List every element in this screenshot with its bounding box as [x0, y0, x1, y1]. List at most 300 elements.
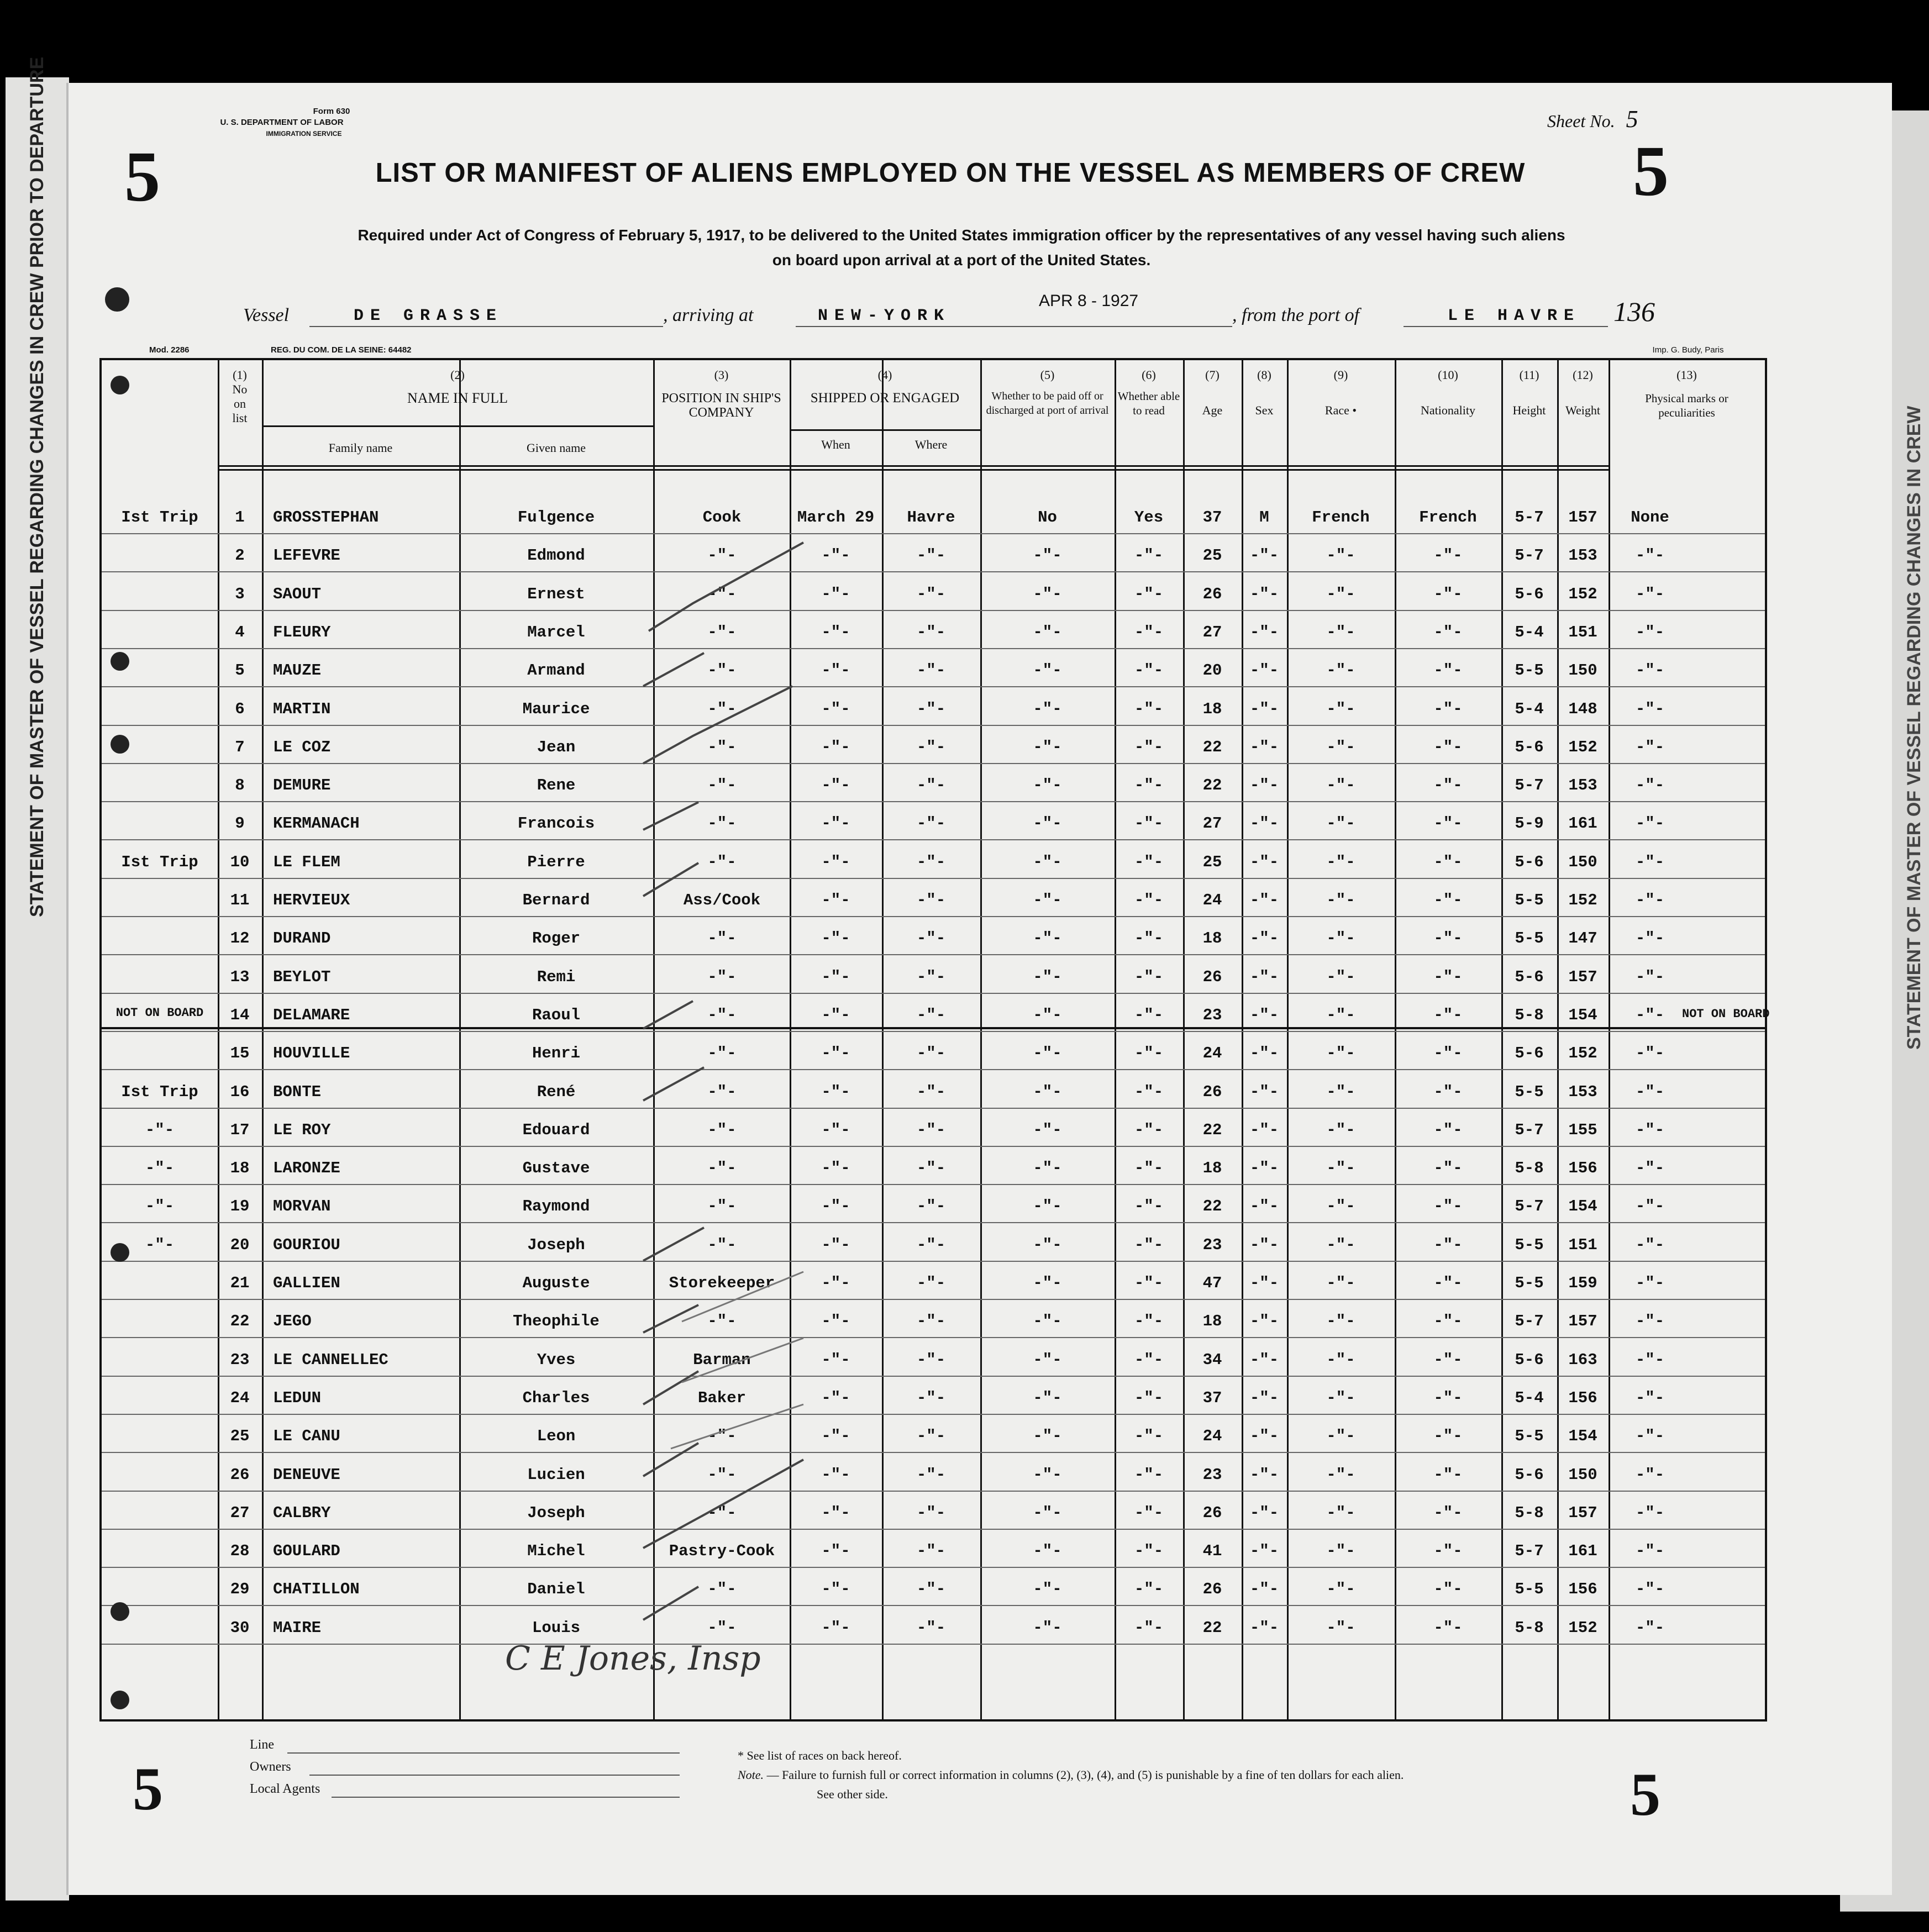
strike-line-row-14 — [102, 1027, 1765, 1029]
cell-where: -"- — [916, 699, 946, 718]
cell-when: March 29 — [797, 508, 875, 527]
cell-where: -"- — [916, 1006, 946, 1024]
cell-race: -"- — [1326, 623, 1355, 641]
cell-when: -"- — [821, 1197, 850, 1216]
cell-sex: -"- — [1249, 1427, 1279, 1446]
cell-read: -"- — [1134, 585, 1164, 603]
cell-family: HOUVILLE — [273, 1044, 350, 1063]
cell-family: LE ROY — [273, 1120, 331, 1139]
col6-label: Whether able to read — [1117, 389, 1180, 417]
cell-read: -"- — [1134, 1465, 1164, 1484]
cell-marks: -"- — [1635, 1618, 1665, 1637]
cell-when: -"- — [821, 1274, 850, 1292]
col12-header — [1557, 368, 1609, 418]
cell-where: -"- — [916, 1197, 946, 1216]
line-field — [287, 1752, 680, 1754]
cell-height: 5-5 — [1515, 891, 1544, 909]
cell-no: 21 — [230, 1274, 250, 1292]
cell-family: GALLIEN — [273, 1274, 340, 1292]
cell-position: -"- — [707, 738, 737, 756]
corner-number-top-right: 5 — [1633, 131, 1669, 211]
table-row — [102, 1346, 1765, 1384]
cell-when: -"- — [821, 1120, 850, 1139]
cell-position: -"- — [707, 1159, 737, 1178]
cell-marks: -"- — [1635, 1235, 1665, 1254]
mod-number: Mod. 2286 — [149, 345, 190, 355]
col9-number: (9) — [1333, 368, 1348, 382]
cell-height: 5-6 — [1515, 585, 1544, 603]
cell-weight: 157 — [1568, 1503, 1597, 1522]
col5-header — [980, 368, 1115, 418]
cell-race: -"- — [1326, 1427, 1355, 1446]
cell-age: 22 — [1202, 776, 1222, 795]
sheet-label: Sheet No. — [1547, 111, 1615, 131]
cell-paid: -"- — [1033, 699, 1062, 718]
cell-no: 9 — [235, 814, 245, 833]
cell-position: -"- — [707, 1427, 737, 1446]
cell-no: 15 — [230, 1044, 250, 1063]
table-row — [102, 1384, 1765, 1423]
cell-height: 5-8 — [1515, 1159, 1544, 1178]
cell-nationality: -"- — [1433, 1235, 1463, 1254]
table-row — [102, 849, 1765, 887]
row-rule — [102, 1491, 1765, 1492]
cell-race: -"- — [1326, 1120, 1355, 1139]
row-rule — [102, 954, 1765, 955]
col2-number: (2) — [450, 368, 465, 382]
col4a-header: When — [821, 438, 850, 451]
table-row — [102, 1576, 1765, 1614]
cell-height: 5-7 — [1515, 1120, 1544, 1139]
cell-nationality: -"- — [1433, 1580, 1463, 1599]
cell-given: Fulgence — [517, 508, 595, 527]
cell-when: -"- — [821, 585, 850, 603]
cell-no: 18 — [230, 1159, 250, 1178]
cell-when: -"- — [821, 1044, 850, 1063]
punch-hole — [111, 652, 129, 671]
cell-nationality: -"- — [1433, 1465, 1463, 1484]
cell-age: 26 — [1202, 585, 1222, 603]
cell-given: Leon — [537, 1427, 576, 1446]
cell-family: MAUZE — [273, 661, 322, 680]
corner-number-bottom-right: 5 — [1630, 1761, 1660, 1828]
cell-given: Maurice — [522, 699, 590, 718]
cell-read: -"- — [1134, 776, 1164, 795]
cell-marks: -"- — [1635, 661, 1665, 680]
cell-no: 23 — [230, 1350, 250, 1369]
right-side-statement: STATEMENT OF MASTER OF VESSEL REGARDING CHANGES IN CREW — [1904, 406, 1925, 1050]
cell-note: NOT ON BOARD — [115, 1006, 204, 1020]
cell-weight: 153 — [1568, 776, 1597, 795]
cell-paid: -"- — [1033, 1235, 1062, 1254]
row-rule — [102, 1031, 1765, 1032]
cell-weight: 153 — [1568, 546, 1597, 565]
cell-no: 20 — [230, 1235, 250, 1254]
cell-given: Ernest — [527, 585, 585, 603]
row-rule — [102, 801, 1765, 802]
punch-hole — [111, 1243, 129, 1262]
cell-when: -"- — [821, 1542, 850, 1561]
col9-header — [1287, 368, 1395, 418]
cell-nationality: -"- — [1433, 1503, 1463, 1522]
cell-given: Henri — [532, 1044, 580, 1063]
col7-header — [1183, 368, 1242, 418]
cell-paid: -"- — [1033, 1044, 1062, 1063]
cell-when: -"- — [821, 1580, 850, 1599]
cell-given: Joseph — [527, 1503, 585, 1522]
cell-sex: -"- — [1249, 585, 1279, 603]
cell-note: -"- — [145, 1235, 175, 1254]
cell-no: 8 — [235, 776, 245, 795]
cell-height: 5-8 — [1515, 1006, 1544, 1024]
cell-sex: -"- — [1249, 814, 1279, 833]
handwritten-count: 136 — [1613, 296, 1655, 327]
cell-position: Storekeeper — [669, 1274, 775, 1292]
cell-note: -"- — [145, 1159, 175, 1178]
cell-height: 5-4 — [1515, 623, 1544, 641]
cell-no: 10 — [230, 852, 250, 871]
col4b-header: Where — [914, 438, 948, 451]
cell-sex: -"- — [1249, 852, 1279, 871]
col13-label: Physical marks or peculiarities — [1645, 392, 1728, 419]
cell-weight: 152 — [1568, 891, 1597, 909]
col4-label: SHIPPED OR ENGAGED — [810, 391, 960, 406]
cell-age: 20 — [1202, 661, 1222, 680]
table-row — [102, 810, 1765, 848]
cell-age: 18 — [1202, 1159, 1222, 1178]
row-rule — [102, 1299, 1765, 1300]
punch-hole — [105, 287, 129, 312]
note-text: — Failure to furnish full or correct information in columns (2), (3), (4), and (5) is punishable by a fine of ten dollars for each alien. — [766, 1768, 1404, 1782]
cell-marks: -"- — [1635, 1044, 1665, 1063]
cell-paid: -"- — [1033, 814, 1062, 833]
cell-marks: -"- — [1635, 699, 1665, 718]
cell-age: 34 — [1202, 1350, 1222, 1369]
cell-family: FLEURY — [273, 623, 331, 641]
cell-given: Bernard — [522, 891, 590, 909]
cell-race: -"- — [1326, 1006, 1355, 1024]
cell-position: -"- — [707, 1503, 737, 1522]
table-row — [102, 1614, 1765, 1652]
cell-sex: -"- — [1249, 1465, 1279, 1484]
col2a-header: Family name — [328, 441, 393, 455]
col5-label: Whether to be paid off or discharged at port of arrival — [986, 390, 1109, 417]
cell-weight: 154 — [1568, 1006, 1597, 1024]
cell-height: 5-4 — [1515, 1388, 1544, 1407]
cell-sex: -"- — [1249, 1159, 1279, 1178]
row-rule — [102, 763, 1765, 764]
table-row — [102, 581, 1765, 619]
cell-sex: -"- — [1249, 1542, 1279, 1561]
cell-paid: -"- — [1033, 1082, 1062, 1101]
cell-given: Francois — [517, 814, 595, 833]
cell-race: -"- — [1326, 585, 1355, 603]
cell-age: 26 — [1202, 967, 1222, 986]
cell-race: -"- — [1326, 814, 1355, 833]
cell-position: -"- — [707, 1120, 737, 1139]
cell-no: 5 — [235, 661, 245, 680]
see-other-side: See other side. — [817, 1787, 888, 1801]
cell-race: -"- — [1326, 1618, 1355, 1637]
cell-marks: -"- — [1635, 852, 1665, 871]
cell-position: Cook — [702, 508, 742, 527]
cell-age: 23 — [1202, 1235, 1222, 1254]
cell-weight: 152 — [1568, 738, 1597, 756]
cell-read: -"- — [1134, 891, 1164, 909]
cell-marks: -"- — [1635, 738, 1665, 756]
vessel-name: DE GRASSE — [354, 307, 503, 325]
cell-nationality: -"- — [1433, 891, 1463, 909]
cell-no: 2 — [235, 546, 245, 565]
cell-family: GOULARD — [273, 1542, 340, 1561]
cell-race: -"- — [1326, 1197, 1355, 1216]
cell-where: Havre — [907, 508, 955, 527]
cell-where: -"- — [916, 1082, 946, 1101]
cell-marks: -"- — [1635, 814, 1665, 833]
cell-read: -"- — [1134, 852, 1164, 871]
cell-read: -"- — [1134, 1274, 1164, 1292]
cell-height: 5-5 — [1515, 929, 1544, 948]
cell-height: 5-7 — [1515, 1542, 1544, 1561]
cell-sex: -"- — [1249, 967, 1279, 986]
cell-family: BEYLOT — [273, 967, 331, 986]
cell-no: 30 — [230, 1618, 250, 1637]
cell-read: -"- — [1134, 1503, 1164, 1522]
cell-paid: -"- — [1033, 1542, 1062, 1561]
cell-weight: 152 — [1568, 1618, 1597, 1637]
table-row — [102, 1461, 1765, 1499]
cell-where: -"- — [916, 1580, 946, 1599]
col8-header — [1242, 368, 1287, 418]
cell-position: -"- — [707, 1618, 737, 1637]
cell-position: -"- — [707, 967, 737, 986]
cell-weight: 156 — [1568, 1388, 1597, 1407]
row-rule — [102, 878, 1765, 879]
cell-paid: -"- — [1033, 623, 1062, 641]
cell-sex: -"- — [1249, 1082, 1279, 1101]
cell-given: Armand — [527, 661, 585, 680]
row-rule — [102, 1567, 1765, 1568]
cell-when: -"- — [821, 929, 850, 948]
col7-label: Age — [1202, 403, 1223, 417]
cell-nationality: -"- — [1433, 1082, 1463, 1101]
table-row — [102, 657, 1765, 695]
cell-age: 27 — [1202, 814, 1222, 833]
cell-nationality: -"- — [1433, 1427, 1463, 1446]
cell-sex: -"- — [1249, 1503, 1279, 1522]
cell-marks: -"- — [1635, 1503, 1665, 1522]
cell-marks: -"- — [1635, 585, 1665, 603]
cell-read: -"- — [1134, 1235, 1164, 1254]
cell-marks: -"- — [1635, 1006, 1665, 1024]
cell-nationality: -"- — [1433, 1542, 1463, 1561]
col12-number: (12) — [1573, 368, 1593, 382]
cell-where: -"- — [916, 1274, 946, 1292]
cell-where: -"- — [916, 1542, 946, 1561]
cell-marks: -"- — [1635, 1197, 1665, 1216]
cell-age: 23 — [1202, 1006, 1222, 1024]
cell-height: 5-4 — [1515, 699, 1544, 718]
cell-paid: -"- — [1033, 967, 1062, 986]
cell-age: 22 — [1202, 1618, 1222, 1637]
cell-given: Charles — [522, 1388, 590, 1407]
cell-position: -"- — [707, 1082, 737, 1101]
cell-age: 24 — [1202, 891, 1222, 909]
cell-weight: 152 — [1568, 585, 1597, 603]
cell-race: -"- — [1326, 1388, 1355, 1407]
cell-height: 5-7 — [1515, 1197, 1544, 1216]
cell-height: 5-6 — [1515, 1044, 1544, 1063]
row-rule — [102, 1108, 1765, 1109]
cell-family: LE COZ — [273, 738, 331, 756]
cell-race: -"- — [1326, 967, 1355, 986]
cell-age: 37 — [1202, 1388, 1222, 1407]
from-port-label: , from the port of — [1232, 305, 1360, 325]
cell-paid: -"- — [1033, 1580, 1062, 1599]
cell-position: -"- — [707, 776, 737, 795]
cell-given: Yves — [537, 1350, 576, 1369]
cell-race: -"- — [1326, 852, 1355, 871]
cell-no: 14 — [230, 1006, 250, 1024]
cell-position: -"- — [707, 1580, 737, 1599]
row-rule — [102, 725, 1765, 726]
cell-no: 3 — [235, 585, 245, 603]
cell-height: 5-6 — [1515, 1465, 1544, 1484]
cell-race: -"- — [1326, 1274, 1355, 1292]
cell-position: -"- — [707, 1197, 737, 1216]
col7-number: (7) — [1205, 368, 1220, 382]
cell-where: -"- — [916, 623, 946, 641]
cell-marks: -"- — [1635, 1542, 1665, 1561]
cell-race: -"- — [1326, 1503, 1355, 1522]
cell-marks: -"- — [1635, 891, 1665, 909]
cell-weight: 157 — [1568, 508, 1597, 527]
cell-race: -"- — [1326, 1312, 1355, 1331]
cell-where: -"- — [916, 738, 946, 756]
cell-read: -"- — [1134, 1044, 1164, 1063]
cell-nationality: -"- — [1433, 1350, 1463, 1369]
table-row — [102, 887, 1765, 925]
cell-marks: -"- — [1635, 967, 1665, 986]
cell-weight: 161 — [1568, 1542, 1597, 1561]
cell-weight: 151 — [1568, 1235, 1597, 1254]
cell-note: Ist Trip — [121, 852, 198, 871]
cell-where: -"- — [916, 585, 946, 603]
cell-where: -"- — [916, 776, 946, 795]
cell-read: -"- — [1134, 1542, 1164, 1561]
cell-height: 5-5 — [1515, 1082, 1544, 1101]
cell-marks: -"- — [1635, 1120, 1665, 1139]
cell-height: 5-6 — [1515, 1350, 1544, 1369]
cell-when: -"- — [821, 967, 850, 986]
cell-where: -"- — [916, 546, 946, 565]
cell-no: 22 — [230, 1312, 250, 1331]
cell-race: -"- — [1326, 546, 1355, 565]
local-agents-field — [332, 1797, 680, 1798]
cell-when: -"- — [821, 776, 850, 795]
cell-when: -"- — [821, 1235, 850, 1254]
cell-read: -"- — [1134, 1197, 1164, 1216]
col6-header — [1115, 368, 1183, 418]
punch-hole — [111, 735, 129, 754]
cell-position: -"- — [707, 661, 737, 680]
cell-sex: -"- — [1249, 929, 1279, 948]
subtitle-line-1: Required under Act of Congress of February 5, 1917, to be delivered to the United States immigration officer by the representatives of any vessel having such aliens — [358, 227, 1565, 244]
table-row — [102, 1231, 1765, 1270]
cell-race: -"- — [1326, 1082, 1355, 1101]
cell-age: 22 — [1202, 738, 1222, 756]
col1-number: (1) — [233, 368, 247, 382]
cell-position: -"- — [707, 1044, 737, 1063]
cell-position: -"- — [707, 929, 737, 948]
cell-sex: -"- — [1249, 1388, 1279, 1407]
cell-where: -"- — [916, 661, 946, 680]
cell-sex: -"- — [1249, 776, 1279, 795]
cell-family: GROSSTEPHAN — [273, 508, 379, 527]
row-rule — [102, 916, 1765, 917]
cell-given: Roger — [532, 929, 580, 948]
cell-weight: 161 — [1568, 814, 1597, 833]
cell-read: -"- — [1134, 1312, 1164, 1331]
cell-height: 5-9 — [1515, 814, 1544, 833]
table-row — [102, 1538, 1765, 1576]
col9-label: Race • — [1324, 403, 1357, 417]
table-row — [102, 1308, 1765, 1346]
cell-race: -"- — [1326, 1159, 1355, 1178]
table-row — [102, 1423, 1765, 1461]
cell-when: -"- — [821, 1159, 850, 1178]
cell-paid: -"- — [1033, 852, 1062, 871]
cell-where: -"- — [916, 1235, 946, 1254]
cell-no: 17 — [230, 1120, 250, 1139]
cell-read: -"- — [1134, 623, 1164, 641]
cell-family: HERVIEUX — [273, 891, 350, 909]
cell-position: -"- — [707, 852, 737, 871]
inspector-signature: C E Jones, Insp — [505, 1639, 761, 1678]
cell-when: -"- — [821, 699, 850, 718]
col2-header — [262, 368, 653, 406]
cell-read: Yes — [1134, 508, 1164, 527]
local-agents-label: Local Agents — [250, 1782, 320, 1796]
cell-nationality: -"- — [1433, 661, 1463, 680]
cell-height: 5-5 — [1515, 1580, 1544, 1599]
cell-paid: -"- — [1033, 1618, 1062, 1637]
cell-age: 23 — [1202, 1465, 1222, 1484]
cell-family: LE CANNELLEC — [273, 1350, 388, 1369]
cell-where: -"- — [916, 1503, 946, 1522]
cell-nationality: -"- — [1433, 852, 1463, 871]
races-note: * See list of races on back hereof. — [738, 1749, 902, 1762]
cell-marks: -"- — [1635, 1427, 1665, 1446]
cell-where: -"- — [916, 814, 946, 833]
table-row — [102, 1117, 1765, 1155]
row-rule — [102, 533, 1765, 534]
cell-no: 28 — [230, 1542, 250, 1561]
cell-marks: -"- — [1635, 1159, 1665, 1178]
row-rule — [102, 1222, 1765, 1223]
cell-read: -"- — [1134, 699, 1164, 718]
cell-marks: -"- — [1635, 1082, 1665, 1101]
cell-paid: -"- — [1033, 1427, 1062, 1446]
subtitle-line-2: on board upon arrival at a port of the United States. — [772, 251, 1151, 269]
cell-nationality: -"- — [1433, 1044, 1463, 1063]
cell-family: KERMANACH — [273, 814, 360, 833]
cell-position: -"- — [707, 1465, 737, 1484]
vessel-underline — [309, 326, 663, 327]
cell-family: MAIRE — [273, 1618, 322, 1637]
cell-paid: -"- — [1033, 1312, 1062, 1331]
cell-height: 5-5 — [1515, 1427, 1544, 1446]
